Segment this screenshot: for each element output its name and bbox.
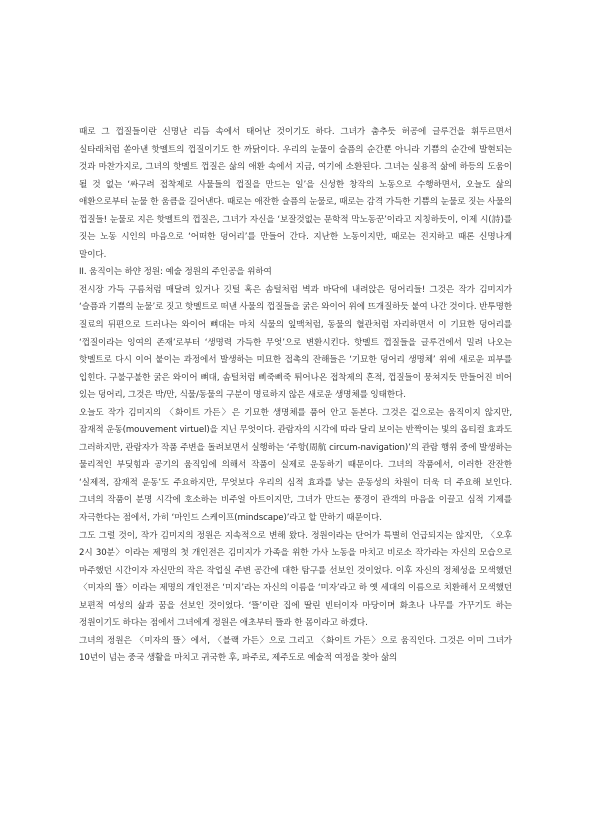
paragraph-body-4: 그녀의 정원은 〈미자의 뜰〉에서, 〈블랙 가든〉으로 그리고 〈화이트 가든〉으로 움직인다. 그것은 이미 그녀가 10년이 넘는 중국 생활을 마치고 귀국한 후, 파주로, 제주도로 예술적 여정을 찾아 삶의 <box>79 635 512 664</box>
paragraph-body-3: 그도 그럴 것이, 작가 김미지의 정원은 지속적으로 변해 왔다. 정원이라는 단어가 특별히 언급되지는 않지만, 〈오후 2시 30분〉이라는 제명의 첫 개인전은 김미지가 가족을 위한 가사 노동을 마치고 비로소 작가라는 자신의 모습으로 마주했던 시간이자 자신만의 작은 작업실 주변 공간에 대한 탐구를 선보인 것이었다. 이후 자신의 정체성을 모색했던 〈미자의 뜰〉이라는 제명의 개인전은 ‘미지’라는 자신의 이름을 ‘미자’라고 하 옛 세대의 이름으로 치환해서 모색했던 보편적 여성의 삶과 꿈을 선보인 것이었다. ‘뜰’이란 집에 딸린 빈터이자 마당이며 화초나 나무를 가꾸기도 하는 정원이기도 하다는 점에서 그녀에게 정원은 애초부터 뜰과 한 몸이라고 하겠다. <box>79 530 512 629</box>
document-page <box>79 124 512 668</box>
paragraph-body-2: 오늘도 작가 김미지의 〈화이트 가든〉은 기묘한 생명체를 품어 안고 돋본다. 그것은 겉으로는 움직이지 않지만, 잠재적 운동(mouvement virtuel)을 지닌 무엇이다. 관람자의 시각에 따라 달리 보이는 반짝이는 빛의 옵티컬 효과도 그러하지만, 관람자가 작품 주변을 돌려보면서 실행하는 ‘주항(周航 circum-navigation)’의 관람 행위 중에 발생하는 물리적인 부딪힘과 공기의 움직임에 의해서 작품이 실제로 운동하기 때문이다. 그녀의 작품에서, 이러한 잔잔한 ‘실제적, 잠재적 운동’도 주요하지만, 무엇보다 우리의 심적 효과를 낳는 운동성의 차원이 더욱 더 주요해 보인다. 그녀의 작품이 분명 시각에 호소하는 비주얼 아트이지만, 그녀가 만드는 풍경이 관객의 마음을 이끌고 심적 기제를 자극한다는 점에서, 가히 ‘마인드 스케이프(mindscape)’라고 할 만하기 때문이다. <box>79 407 512 524</box>
section-heading: II. 움직이는 하얀 정원: 예술 정원의 주인공을 위하여 <box>79 267 272 278</box>
paragraph-intro: 때로 그 껍질들이란 신명난 리듬 속에서 태어난 것이기도 하다. 그녀가 춤추듯 허공에 글루건을 휘두르면서 실타래처럼 쏟아낸 핫멜트의 껍질이기도 한 까닭이다. 우리의 눈물이 슬픔의 순간뿐 아니라 기쁨의 순간에 발현되는 것과 마찬가지로, 그녀의 핫멜트 껍질은 삶의 애환 속에서 지금, 여기에 소환된다. 그녀는 실용적 삶에 하등의 도움이 될 것 없는 ‘싸구려 접착제로 사물들의 껍질을 만드는 일’을 신성한 창작의 노동으로 수행하면서, 오늘도 삶의 애환으로부터 눈물 한 움큼을 길어낸다. 때로는 애잔한 슬픔의 눈물로, 때로는 감격 가득한 기쁨의 눈물로 짓는 사물의 껍질들! 눈물로 지은 핫멜트의 껍질은, 그녀가 자신을 ‘보잘것없는 문학적 막노동꾼’이라고 지칭하듯이, 이제 시(詩)를 짓는 노동 시인의 마음으로 ‘어떠한 덩어리’를 만들어 간다. 지난한 노동이지만, 때로는 진지하고 때론 신명나게 말이다. <box>79 127 512 260</box>
paragraph-body-1: 전시장 가득 구름처럼 매달려 있거나 깃털 혹은 솜털처럼 벽과 바닥에 내려앉은 덩어리들! 그것은 작가 김미지가 ‘슬픔과 기쁨의 눈물’로 짓고 핫멜트로 떠낸 사물의 껍질들을 굵은 와이어 위에 뜨개질하듯 붙여 나간 것이다. 반투명한 질료의 뒤편으로 드러나는 와이어 뼈대는 마치 식물의 잎맥처럼, 동물의 혈관처럼 자리하면서 이 기묘한 덩어리를 ‘껍질이라는 잉여의 존재’로부터 ‘생명력 가득한 무엇’으로 변환시킨다. 핫멜트 껍질들을 글루건에서 밀려 나오는 핫멜트로 다시 이어 붙이는 과정에서 발생하는 미묘한 접촉의 잔해들은 ‘기묘한 덩어리 생명체’ 위에 새로운 피부를 입힌다. 구불구불한 굵은 와이어 뼈대, 솜털처럼 삐죽삐죽 튀어나온 접착제의 흔적, 껍질들이 뭉쳐지듯 만들어진 비어 있는 덩어리, 그것은 박/만, 식물/동물의 구분이 명료하지 않은 새로운 생명체를 잉태한다. <box>79 284 512 401</box>
